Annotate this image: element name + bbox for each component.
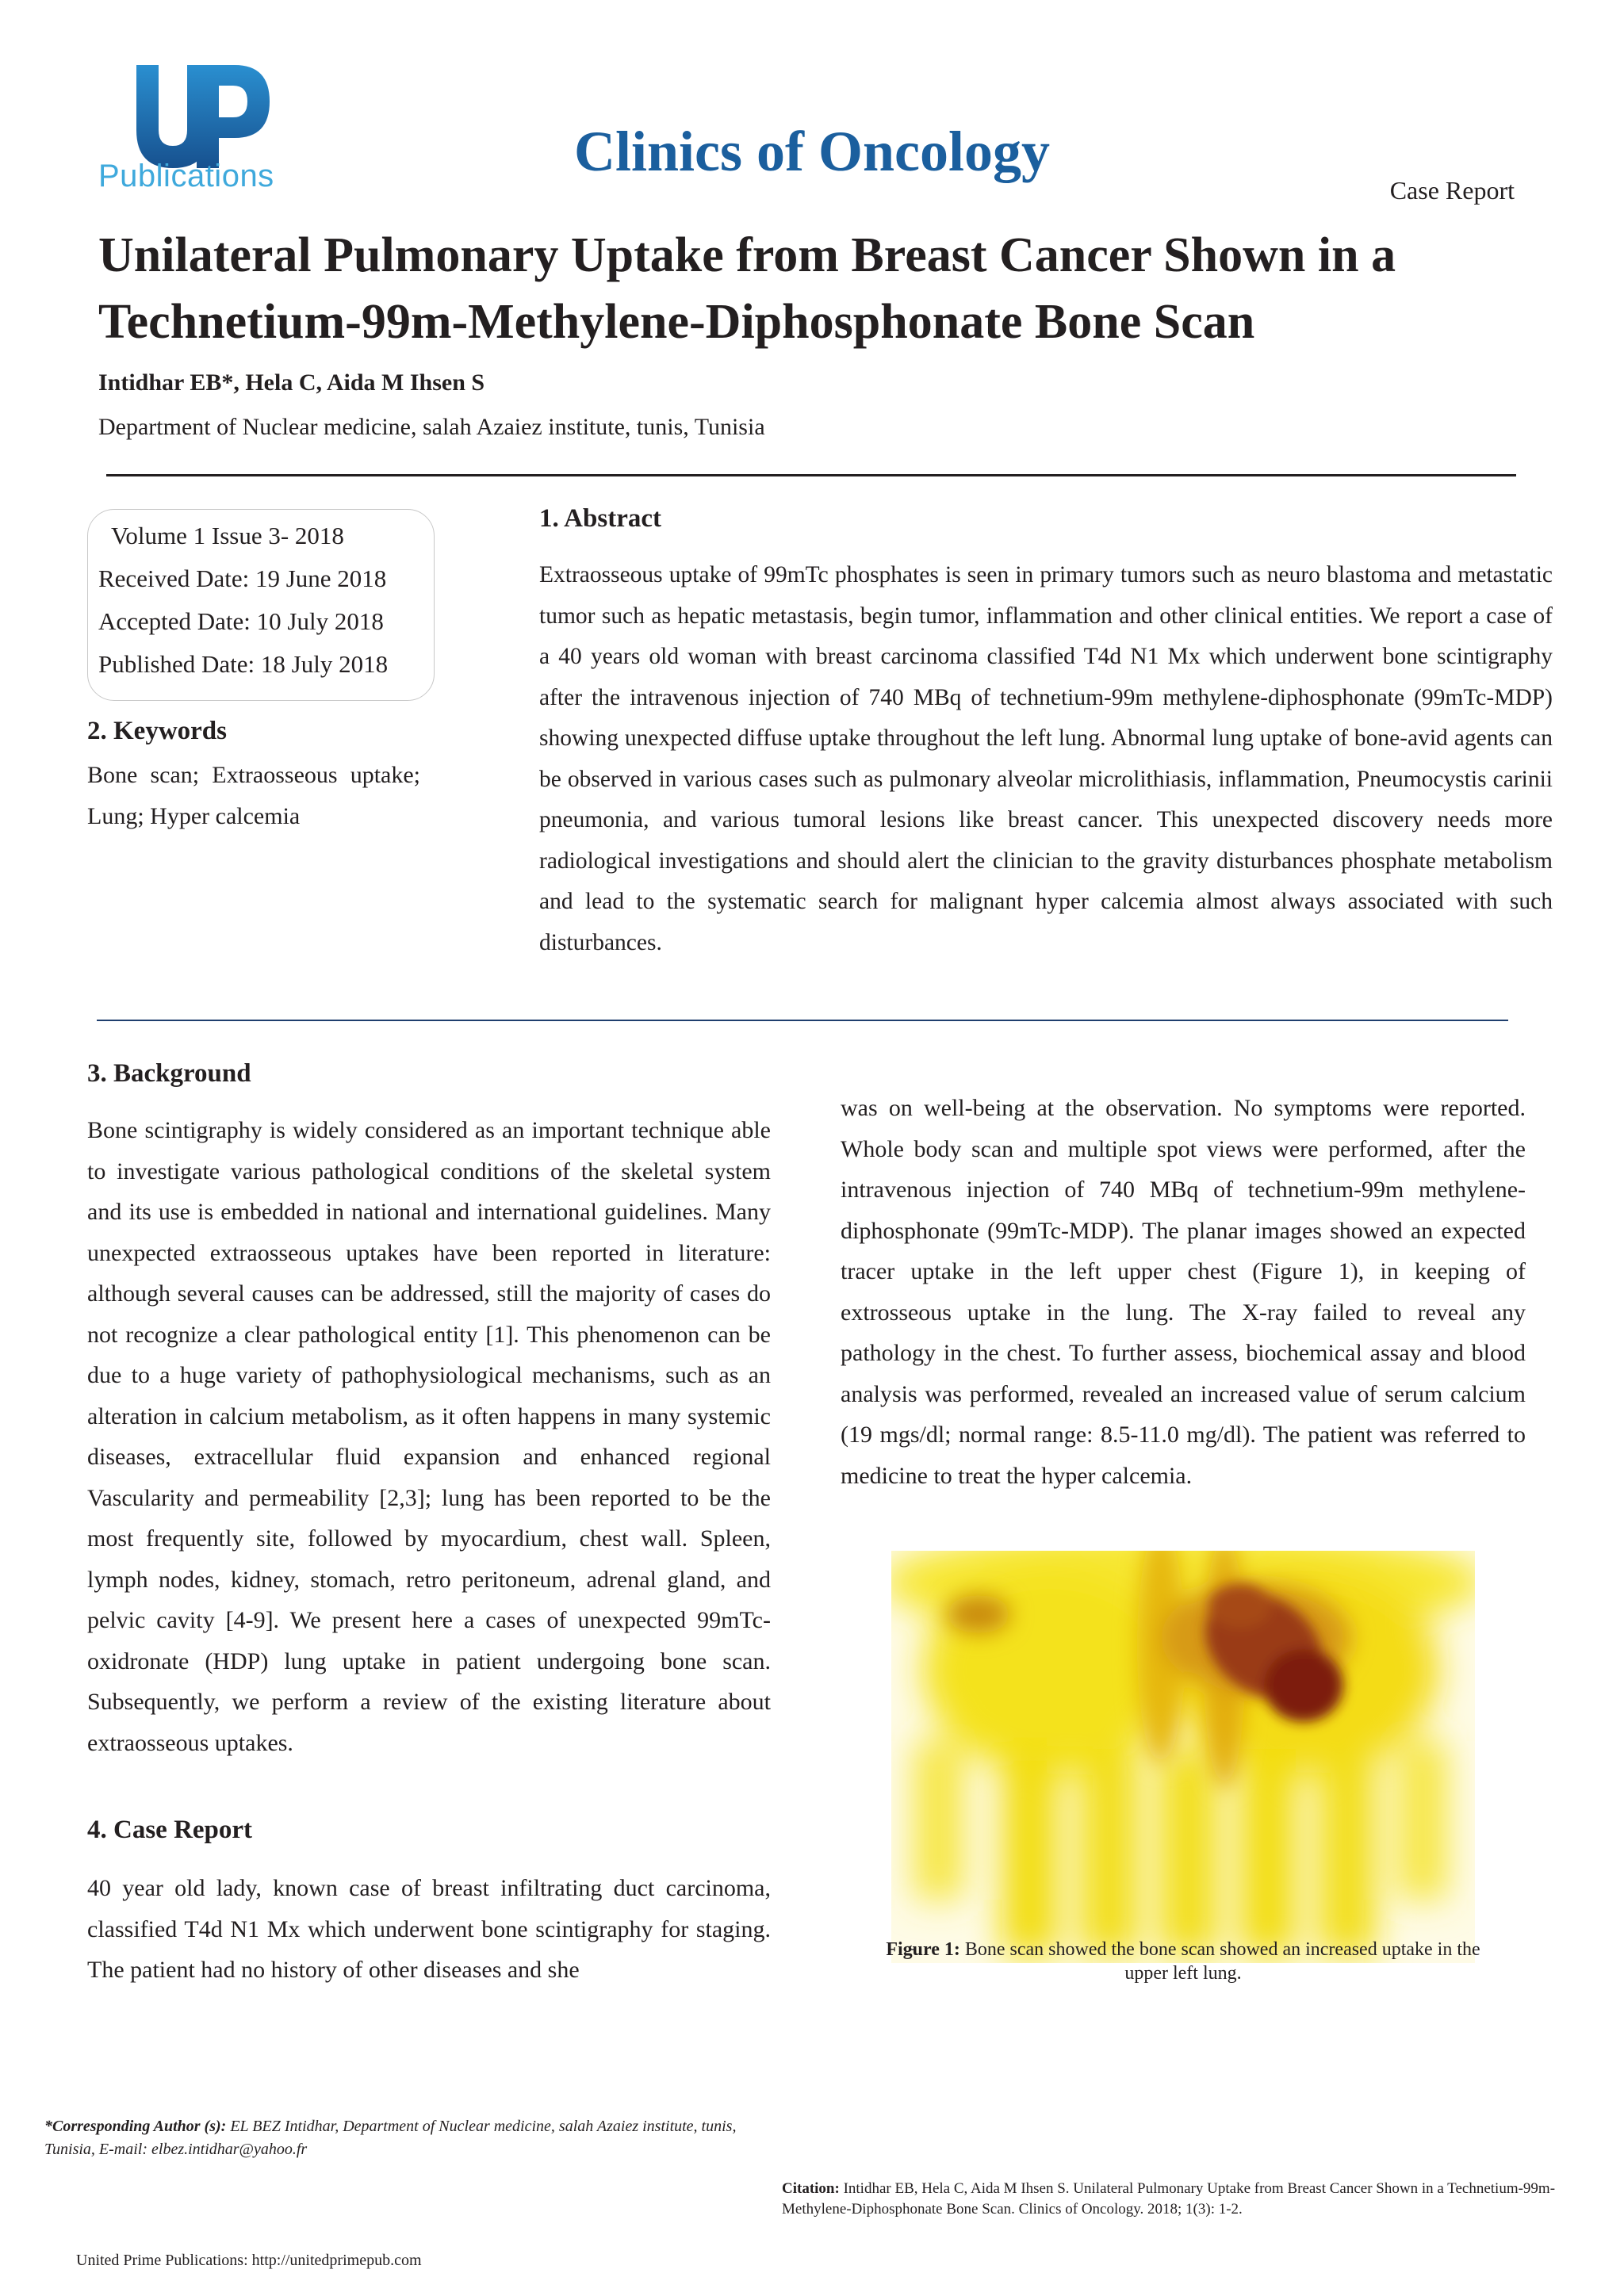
keywords-body: Bone scan; Extraosseous uptake; Lung; Hyper calcemia [87,762,420,829]
corr-text: EL BEZ Intidhar, Department of Nuclear medicine, salah Azaiez institute, tunis, Tunisia, E-mail: elbez.intidhar@yahoo.fr [44,2118,737,2158]
figure-caption-text: Bone scan showed the bone scan showed an increased uptake in the upper left lung. [964,1939,1480,1984]
journal-title: Clinics of Oncology [573,120,1050,183]
case-report-continued: was on well-being at the observation. No symptoms were reported. Whole body scan and multiple spot views were performed, after the intravenous injection of 740 MBq of technetium-99m methylene-diphosphonate (99mTc-MDP). The planar images showed an expected tracer uptake in the left upper chest (Figure 1), in keeping of extrosseous uptake in the lung. The X-ray failed to reveal any pathology in the chest. To further assess, biochemical assay and blood analysis was performed, revealed an increased value of serum calcium (19 mgs/dl; normal range: 8.5-11.0 mg/dl). The patient was referred to medicine to treat the hyper calcemia. [841,1095,1526,1489]
volume-issue: Volume 1 Issue 3- 2018 [111,522,344,549]
header-divider [106,474,1516,476]
citation-text: Intidhar EB, Hela C, Aida M Ihsen S. Unilateral Pulmonary Uptake from Breast Cancer Shown in a Technetium-99m-Methylene-Diphosphonate Bone Scan. Clinics of Oncology. 2018; 1(3): 1-2. [782,2180,1556,2218]
figure-caption [872,1938,1494,1985]
bone-scan-figure [891,1551,1475,1963]
authors: Intidhar EB*, Hela C, Aida M Ihsen S [98,369,485,396]
accepted-date: Accepted Date: 10 July 2018 [98,607,384,635]
abstract-divider [97,1020,1508,1021]
received-date: Received Date: 19 June 2018 [98,564,387,592]
citation [782,2179,1599,2220]
published-date: Published Date: 18 July 2018 [98,650,389,678]
publisher-footer[interactable]: United Prime Publications: http://unitedprimepub.com [76,2252,422,2269]
background-heading: 3. Background [87,1059,251,1088]
abstract-heading: 1. Abstract [539,504,661,533]
corr-label: *Corresponding Author (s): [44,2118,227,2135]
background-body: Bone scintigraphy is widely considered as an important technique able to investigate various pathological conditions of the skeletal system and its use is embedded in national and international guidelines. Many unexpected extraosseous uptakes have been reported in literature: although several causes can be addressed, still the majority of cases do not recognize a clear pathological entity [1]. This phenomenon can be due to a huge variety of pathophysiological mechanisms, such as an alteration in calcium metabolism, as it often happens in many systemic diseases, extracellular fluid expansion and enhanced regional Vascularity and permeability [2,3]; lung has been reported to be the most frequently site, followed by myocardium, chest wall. Spleen, lymph nodes, kidney, stomach, retro peritoneum, adrenal gland, and pelvic cavity [4-9]. We present here a cases of unexpected 99mTc-oxidronate (HDP) lung uptake in patient undergoing bone scan. Subsequently, we perform a review of the existing literature about extraosseous uptakes. [87,1117,771,1756]
affiliation: Department of Nuclear medicine, salah Azaiez institute, tunis, Tunisia [98,414,765,440]
case-report-body: 40 year old lady, known case of breast infiltrating duct carcinoma, classified T4d N1 Mx which underwent bone scintigraphy for staging. The patient had no history of other diseases and she [87,1875,771,1983]
case-report-heading: 4. Case Report [87,1816,253,1844]
logo-text: Publications [98,159,274,193]
keywords-heading: 2. Keywords [87,717,227,745]
article-title: Unilateral Pulmonary Uptake from Breast Cancer Shown in a Technetium-99m-Methylene-Diphosphonate Bone Scan [98,228,1396,349]
abstract-body: Extraosseous uptake of 99mTc phosphates is seen in primary tumors such as neuro blastoma and metastatic tumor such as hepatic metastasis, begin tumor, inflammation and other clinical entities. We report a case of a 40 years old woman with breast carcinoma classified T4d N1 Mx which underwent bone scintigraphy after the intravenous injection of 740 MBq of technetium-99m methylene-diphosphonate (99mTc-MDP) showing unexpected diffuse uptake throughout the left lung. Abnormal lung uptake of bone-avid agents can be observed in various cases such as pulmonary alveolar microlithiasis, inflammation, Pneumocystis carinii pneumonia, and various tumoral lesions like breast cancer. This unexpected discovery needs more radiological investigations and should alert the clinician to the gravity disturbances phosphate metabolism and lead to the systematic search for malignant hyper calcemia almost always associated with such disturbances. [539,562,1553,955]
article-type: Case Report [1389,176,1515,205]
corresponding-author [44,2115,758,2161]
citation-label: Citation: [782,2180,840,2197]
figure-label: Figure 1: [886,1939,960,1960]
